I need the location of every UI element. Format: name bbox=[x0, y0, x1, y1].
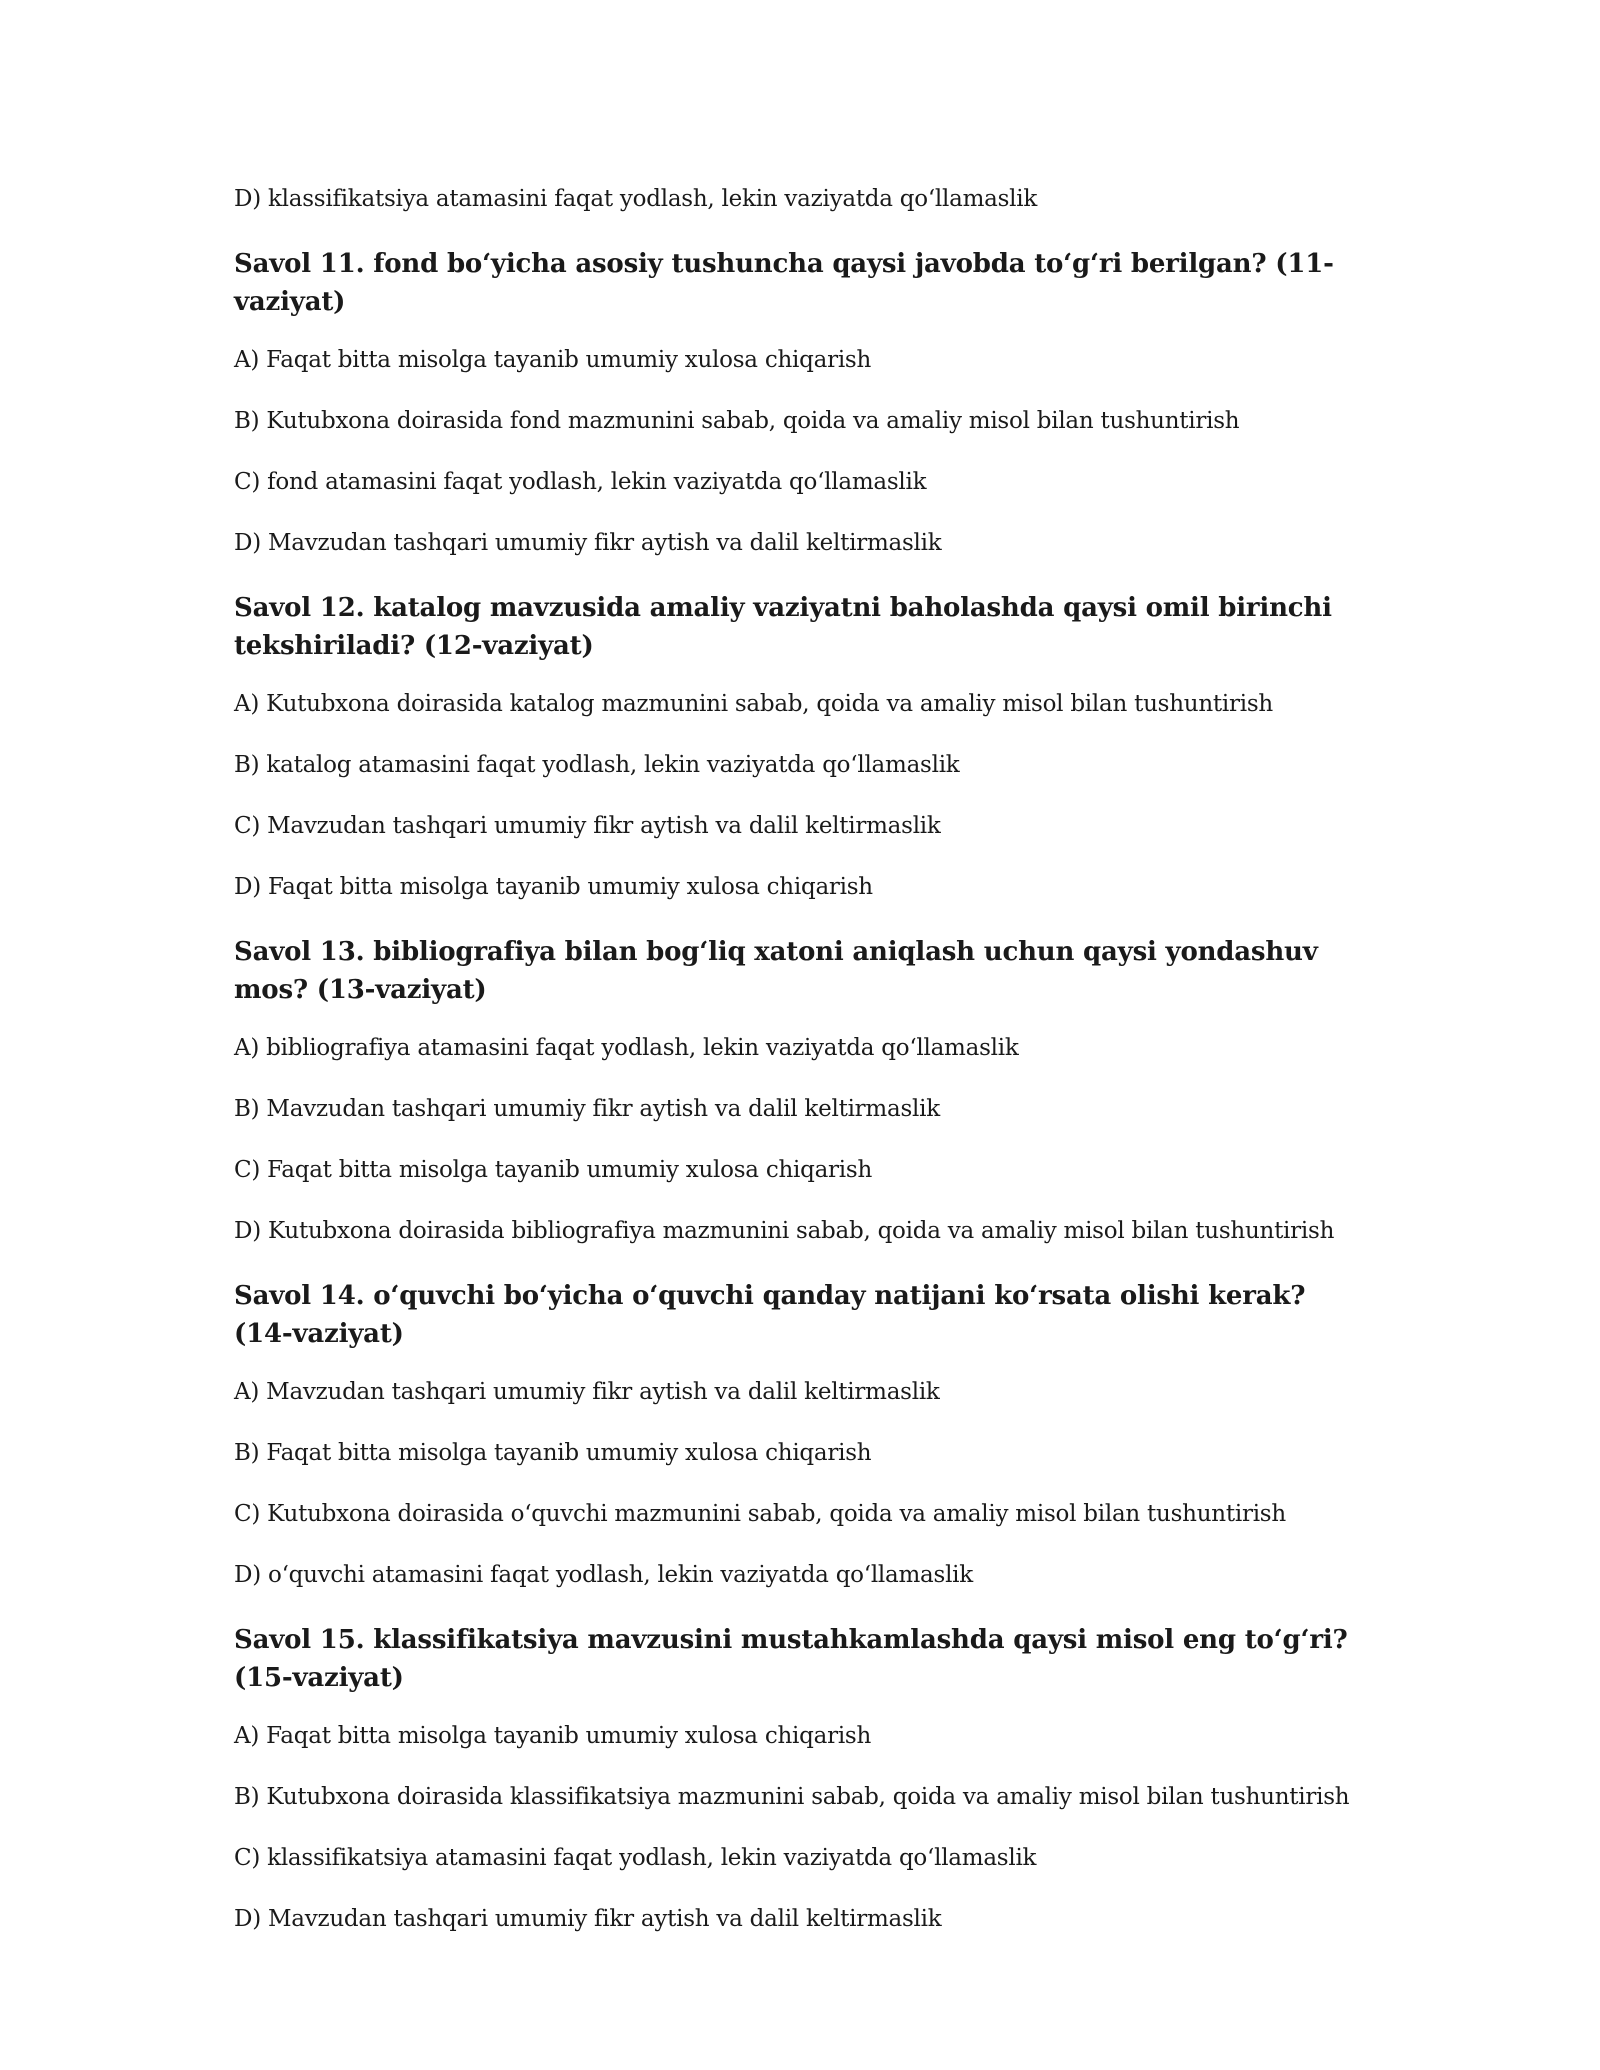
answer-option-c: C) Kutubxona doirasida oʻquvchi mazmunini sabab, qoida va amaliy misol bilan tushuntirish bbox=[234, 1501, 1286, 1527]
answer-option-c: C) klassifikatsiya atamasini faqat yodlash, lekin vaziyatda qoʻllamaslik bbox=[234, 1845, 1037, 1871]
question-block-15 bbox=[234, 1621, 1364, 1934]
question-title: Savol 11. fond boʻyicha asosiy tushuncha qaysi javobda toʻgʻri berilgan? (11-vaziyat) bbox=[234, 249, 1334, 317]
question-title: Savol 12. katalog mavzusida amaliy vaziyatni baholashda qaysi omil birinchi tekshiriladi? (12-vaziyat) bbox=[234, 593, 1332, 661]
answer-option-b: B) katalog atamasini faqat yodlash, lekin vaziyatda qoʻllamaslik bbox=[234, 752, 960, 778]
answer-option-a: A) bibliografiya atamasini faqat yodlash, lekin vaziyatda qoʻllamaslik bbox=[234, 1035, 1019, 1061]
answer-option-a: A) Kutubxona doirasida katalog mazmunini sabab, qoida va amaliy misol bilan tushuntirish bbox=[234, 691, 1273, 717]
question-title: Savol 13. bibliografiya bilan bogʻliq xatoni aniqlash uchun qaysi yondashuv mos? (13-vaziyat) bbox=[234, 937, 1318, 1005]
question-block-14 bbox=[234, 1277, 1364, 1590]
answer-option-d: D) oʻquvchi atamasini faqat yodlash, lekin vaziyatda qoʻllamaslik bbox=[234, 1562, 973, 1588]
answer-option-a: A) Mavzudan tashqari umumiy fikr aytish va dalil keltirmaslik bbox=[234, 1379, 940, 1405]
answer-option-c: C) Mavzudan tashqari umumiy fikr aytish va dalil keltirmaslik bbox=[234, 813, 941, 839]
answer-option-b: B) Kutubxona doirasida fond mazmunini sabab, qoida va amaliy misol bilan tushuntirish bbox=[234, 408, 1240, 434]
answer-option-a: A) Faqat bitta misolga tayanib umumiy xulosa chiqarish bbox=[234, 1723, 872, 1749]
document-page bbox=[234, 184, 1364, 1965]
answer-option-b: B) Mavzudan tashqari umumiy fikr aytish va dalil keltirmaslik bbox=[234, 1096, 940, 1122]
answer-option-c: C) fond atamasini faqat yodlash, lekin vaziyatda qoʻllamaslik bbox=[234, 469, 927, 495]
answer-option-b: B) Kutubxona doirasida klassifikatsiya mazmunini sabab, qoida va amaliy misol bilan tushuntirish bbox=[234, 1784, 1350, 1810]
answer-option-c: C) Faqat bitta misolga tayanib umumiy xulosa chiqarish bbox=[234, 1157, 873, 1183]
answer-option-d: D) Faqat bitta misolga tayanib umumiy xulosa chiqarish bbox=[234, 874, 873, 900]
answer-option: D) klassifikatsiya atamasini faqat yodlash, lekin vaziyatda qoʻllamaslik bbox=[234, 186, 1038, 212]
answer-option-a: A) Faqat bitta misolga tayanib umumiy xulosa chiqarish bbox=[234, 347, 872, 373]
question-block-13 bbox=[234, 933, 1364, 1246]
answer-option-d: D) Kutubxona doirasida bibliografiya mazmunini sabab, qoida va amaliy misol bilan tushuntirish bbox=[234, 1218, 1335, 1244]
answer-option-d: D) Mavzudan tashqari umumiy fikr aytish va dalil keltirmaslik bbox=[234, 1906, 942, 1932]
question-title: Savol 14. oʻquvchi boʻyicha oʻquvchi qanday natijani koʻrsata olishi kerak? (14-vaziyat) bbox=[234, 1281, 1306, 1349]
answer-option-d: D) Mavzudan tashqari umumiy fikr aytish va dalil keltirmaslik bbox=[234, 530, 942, 556]
answer-option-b: B) Faqat bitta misolga tayanib umumiy xulosa chiqarish bbox=[234, 1440, 872, 1466]
question-block-12 bbox=[234, 589, 1364, 902]
question-title: Savol 15. klassifikatsiya mavzusini mustahkamlashda qaysi misol eng toʻgʻri? (15-vaziyat) bbox=[234, 1625, 1348, 1693]
question-block-11 bbox=[234, 245, 1364, 558]
